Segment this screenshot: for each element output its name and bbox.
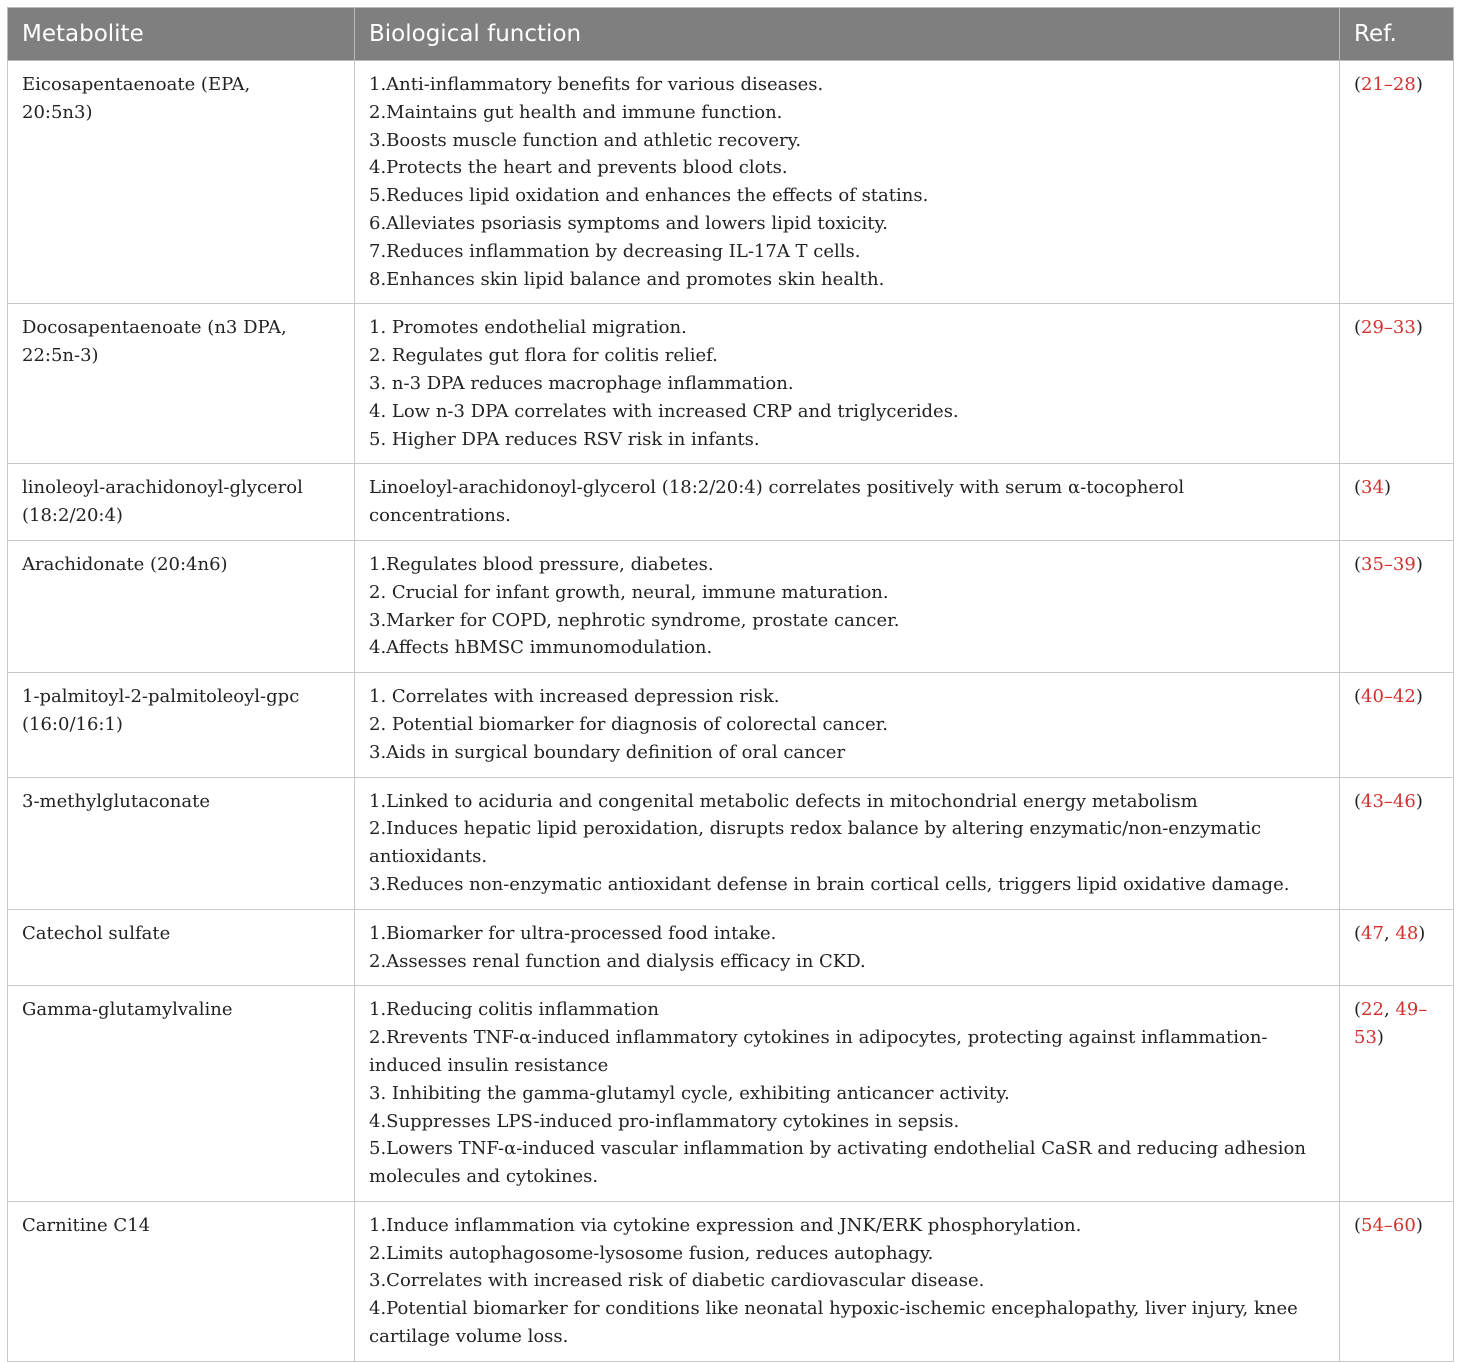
ref-separator: , [1383,922,1396,944]
function-item: 1.Anti-inflammatory benefits for various diseases. [369,74,824,95]
function-item: 4.Potential biomarker for conditions like neonatal hypoxic-ischemic encephalopathy, liver injury, knee cartilage volume loss. [369,1298,1298,1348]
function-item: 5. Higher DPA reduces RSV risk in infants. [369,428,760,450]
biological-function-cell [355,986,1340,1202]
ref-open-paren: ( [1354,74,1362,95]
ref-separator: , [1383,999,1396,1021]
table-row [8,540,1454,672]
header-ref: Ref. [1340,8,1454,61]
ref-link[interactable]: 35–39 [1361,553,1416,575]
function-item: 1.Biomarker for ultra-processed food intake. [369,922,777,944]
function-item: 2. Crucial for infant growth, neural, immune maturation. [369,581,889,603]
ref-cell [1340,540,1454,672]
ref-link[interactable]: 54–60 [1361,1214,1416,1236]
function-item: 3. Inhibiting the gamma-glutamyl cycle, exhibiting anticancer activity. [369,1082,1010,1104]
ref-close-paren: ) [1376,1027,1384,1049]
function-item: 4.Protects the heart and prevents blood clots. [369,157,788,179]
function-item: 4. Low n-3 DPA correlates with increased CRP and triglycerides. [369,400,959,422]
function-item: 2. Potential biomarker for diagnosis of colorectal cancer. [369,713,888,735]
ref-link[interactable]: 22 [1361,999,1384,1021]
function-item: 1.Induce inflammation via cytokine expression and JNK/ERK phosphorylation. [369,1214,1082,1236]
function-item: 3.Correlates with increased risk of diabetic cardiovascular disease. [369,1270,985,1292]
biological-function-cell [355,909,1340,986]
biological-function-cell [355,464,1340,541]
ref-cell [1340,61,1454,304]
table-row [8,673,1454,777]
function-item: 2.Rrevents TNF-α-induced inflammatory cytokines in adipocytes, protecting against inflammation-induced insulin resistance [369,1027,1268,1076]
function-item: 1. Promotes endothelial migration. [369,317,687,339]
ref-close-paren: ) [1415,790,1423,812]
metabolite-cell: 1-palmitoyl-2-palmitoleoyl-gpc (16:0/16:1) [8,673,355,777]
biological-function-cell [355,61,1340,304]
function-item: 5.Lowers TNF-α-induced vascular inflammation by activating endothelial CaSR and reducing adhesion molecules and cytokines. [369,1138,1306,1188]
ref-cell [1340,1201,1454,1361]
ref-close-paren: ) [1415,74,1423,95]
ref-cell [1340,777,1454,909]
biological-function-cell [355,304,1340,464]
table-body [8,61,1454,1362]
table-row [8,909,1454,986]
function-item: 2.Assesses renal function and dialysis efficacy in CKD. [369,950,866,972]
function-item: 3.Marker for COPD, nephrotic syndrome, prostate cancer. [369,609,900,631]
metabolite-cell: Gamma-glutamylvaline [8,986,355,1202]
ref-open-paren: ( [1354,790,1362,812]
metabolite-cell: linoleoyl-arachidonoyl-glycerol (18:2/20:4) [8,464,355,541]
function-item: 3.Reduces non-enzymatic antioxidant defense in brain cortical cells, triggers lipid oxidative damage. [369,873,1290,895]
function-item: 3.Boosts muscle function and athletic recovery. [369,129,802,151]
ref-link[interactable]: 40–42 [1361,686,1416,708]
function-item: 2. Regulates gut flora for colitis relief. [369,345,718,367]
function-item: 8.Enhances skin lipid balance and promotes skin health. [369,268,885,290]
table-header [8,8,1454,61]
function-item: 1.Reducing colitis inflammation [369,999,659,1021]
table-row [8,1201,1454,1361]
ref-cell [1340,464,1454,541]
metabolite-cell: Docosapentaenoate (n3 DPA, 22:5n-3) [8,304,355,464]
ref-close-paren: ) [1415,686,1423,708]
table-row [8,61,1454,304]
metabolite-table [7,7,1454,1362]
ref-cell [1340,986,1454,1202]
ref-link[interactable]: 29–33 [1361,317,1416,339]
function-item: 2.Maintains gut health and immune function. [369,101,783,123]
biological-function-cell [355,777,1340,909]
ref-link[interactable]: 49–53 [1354,999,1428,1049]
metabolite-cell: 3-methylglutaconate [8,777,355,909]
function-item: 1. Correlates with increased depression risk. [369,686,780,708]
metabolite-cell: Arachidonate (20:4n6) [8,540,355,672]
ref-close-paren: ) [1383,477,1391,499]
ref-cell [1340,304,1454,464]
ref-link[interactable]: 48 [1395,922,1419,944]
function-item: 6.Alleviates psoriasis symptoms and lowers lipid toxicity. [369,212,888,234]
metabolite-cell: Carnitine C14 [8,1201,355,1361]
biological-function-cell [355,540,1340,672]
function-item: 4.Affects hBMSC immunomodulation. [369,637,713,659]
ref-cell [1340,909,1454,986]
function-item: 1.Regulates blood pressure, diabetes. [369,553,714,575]
function-item: 4.Suppresses LPS-induced pro-inflammatory cytokines in sepsis. [369,1110,960,1132]
ref-close-paren: ) [1415,553,1423,575]
table-row [8,986,1454,1202]
ref-open-paren: ( [1354,1214,1362,1236]
function-item: 3. n-3 DPA reduces macrophage inflammation. [369,372,794,394]
function-item: 2.Induces hepatic lipid peroxidation, disrupts redox balance by altering enzymatic/non-enzymatic antioxidants. [369,818,1262,868]
metabolite-cell: Catechol sulfate [8,909,355,986]
ref-close-paren: ) [1415,1214,1423,1236]
ref-open-paren: ( [1354,999,1362,1021]
ref-open-paren: ( [1354,922,1362,944]
function-item: 1.Linked to aciduria and congenital metabolic defects in mitochondrial energy metabolism [369,790,1198,812]
ref-close-paren: ) [1415,317,1423,339]
ref-open-paren: ( [1354,477,1362,499]
table-row [8,464,1454,541]
function-item: Linoeloyl-arachidonoyl-glycerol (18:2/20:4) correlates positively with serum α-tocopherol concentrations. [369,477,1185,527]
ref-open-paren: ( [1354,686,1362,708]
header-metabolite: Metabolite [8,8,355,61]
ref-link[interactable]: 21–28 [1361,74,1416,95]
ref-link[interactable]: 34 [1361,477,1384,499]
biological-function-cell [355,673,1340,777]
ref-cell [1340,673,1454,777]
function-item: 7.Reduces inflammation by decreasing IL-17A T cells. [369,240,861,262]
table-row [8,304,1454,464]
function-item: 2.Limits autophagosome-lysosome fusion, reduces autophagy. [369,1242,934,1264]
ref-link[interactable]: 43–46 [1361,790,1416,812]
metabolite-cell: Eicosapentaenoate (EPA, 20:5n3) [8,61,355,304]
table-row [8,777,1454,909]
biological-function-cell [355,1201,1340,1361]
function-item: 3.Aids in surgical boundary definition of oral cancer [369,741,846,763]
header-biological-function: Biological function [355,8,1340,61]
ref-close-paren: ) [1418,922,1426,944]
metabolite-table-container [7,7,1453,1362]
function-item: 5.Reduces lipid oxidation and enhances the effects of statins. [369,185,929,207]
ref-open-paren: ( [1354,317,1362,339]
header-row [8,8,1454,61]
ref-link[interactable]: 47 [1361,922,1384,944]
ref-open-paren: ( [1354,553,1362,575]
